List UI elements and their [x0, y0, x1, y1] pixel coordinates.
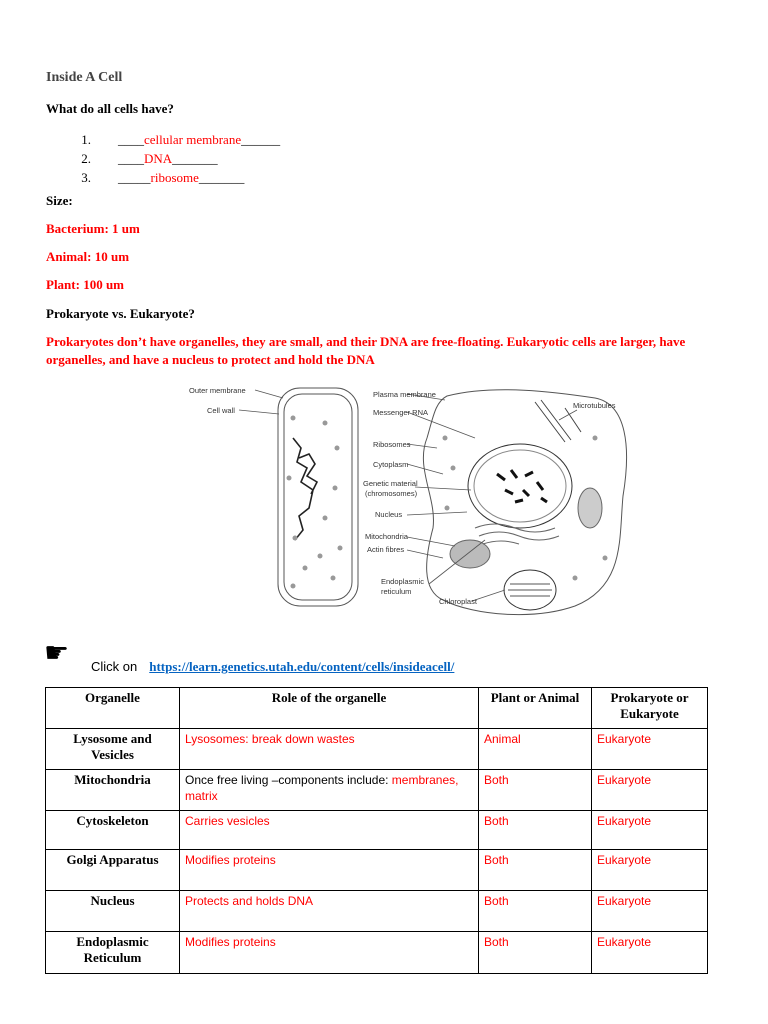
organelle-type: Eukaryote [592, 770, 708, 811]
answer-text: cellular membrane [144, 132, 242, 147]
answer-text: ribosome [150, 170, 199, 185]
organelle-plant-animal: Both [479, 891, 592, 932]
table-row [46, 770, 708, 811]
organelle-name: Cytoskeleton [46, 811, 180, 850]
size-heading: Size: [46, 193, 73, 208]
label-ribosomes: Ribosomes [373, 440, 411, 449]
list-item [46, 168, 280, 187]
list-number: 2. [81, 151, 91, 166]
label-messenger-rna: Messenger RNA [373, 408, 429, 417]
organelle-table [45, 687, 708, 974]
organelle-name: Golgi Apparatus [46, 850, 180, 891]
cell-components-list [46, 130, 280, 187]
organelle-name: Lysosome and Vesicles [46, 729, 180, 770]
blank-line: ____ [118, 132, 144, 147]
organelle-plant-animal: Both [479, 770, 592, 811]
list-item [46, 130, 280, 149]
organelle-role: Once free living –components include: membranes, matrix [180, 770, 479, 811]
label-microtubules: Microtubules [573, 401, 616, 410]
answer-prokaryote-eukaryote: Prokaryotes don’t have organelles, they are small, and their DNA are free-floating. Eukaryotic cells are larger, have organelles, and have a nucleus to protect and hold the DNA [46, 334, 686, 367]
organelle-name: Nucleus [46, 891, 180, 932]
label-nucleus: Nucleus [375, 510, 403, 519]
question-prokaryote-eukaryote: Prokaryote vs. Eukaryote? [46, 306, 195, 321]
ribosomes [287, 416, 608, 589]
plant-cell-membrane [284, 394, 352, 600]
table-row [46, 729, 708, 770]
header-organelle: Organelle [46, 688, 180, 729]
organelle-plant-animal: Both [479, 850, 592, 891]
organelle-name: Mitochondria [46, 770, 180, 811]
organelle-plant-animal: Animal [479, 729, 592, 770]
organelle-role: Lysosomes: break down wastes [180, 729, 479, 770]
size-animal: Animal: 10 um [46, 249, 130, 264]
table-row [46, 811, 708, 850]
blank-line: _______ [172, 151, 218, 166]
nucleus [468, 444, 572, 528]
label-chromosomes: (chromosomes) [365, 489, 418, 498]
organelle-plant-animal: Both [479, 932, 592, 974]
answer-text: DNA [144, 151, 173, 166]
label-mitochondria: Mitochondria [365, 532, 408, 541]
plant-cell-wall [278, 388, 358, 606]
organelle-type: Eukaryote [592, 891, 708, 932]
organelle-type: Eukaryote [592, 932, 708, 974]
document-title: Inside A Cell [46, 70, 123, 85]
organelle-type: Eukaryote [592, 850, 708, 891]
endoplasmic-reticulum [475, 524, 559, 544]
label-genetic-material: Genetic material [363, 479, 418, 488]
label-cytoplasm: Cytoplasm [373, 460, 409, 469]
label-chloroplast: Chloroplast [439, 597, 477, 606]
blank-line: ____ [118, 151, 144, 166]
label-actin-fibres: Actin fibres [367, 545, 405, 554]
label-plasma-membrane: Plasma membrane [373, 390, 436, 399]
genetic-material [293, 438, 317, 540]
organelle-role: Modifies proteins [180, 932, 479, 974]
list-number: 1. [81, 132, 91, 147]
click-instruction [91, 659, 454, 675]
table-row [46, 891, 708, 932]
table-row [46, 932, 708, 974]
header-role: Role of the organelle [180, 688, 479, 729]
organelle-name: Endoplasmic Reticulum [46, 932, 180, 974]
table-header-row [46, 688, 708, 729]
organelle-role: Protects and holds DNA [180, 891, 479, 932]
blank-line: _______ [198, 170, 245, 185]
organelle-plant-animal: Both [479, 811, 592, 850]
label-outer-membrane: Outer membrane [189, 386, 246, 395]
blank-line: _____ [118, 170, 151, 185]
cell-diagram [175, 378, 635, 623]
organelle-role: Carries vesicles [180, 811, 479, 850]
pointing-hand-icon: ☛ [44, 638, 70, 669]
table-row [46, 850, 708, 891]
list-item [46, 149, 280, 168]
organelle-type: Eukaryote [592, 811, 708, 850]
size-bacterium: Bacterium: 1 um [46, 221, 140, 236]
header-prokaryote-eukaryote: Prokaryote or Eukaryote [592, 688, 708, 729]
size-plant: Plant: 100 um [46, 277, 124, 292]
click-label: Click on [91, 659, 138, 674]
chromosomes [497, 470, 547, 502]
list-number: 3. [81, 170, 91, 185]
header-plant-animal: Plant or Animal [479, 688, 592, 729]
question-all-cells: What do all cells have? [46, 101, 174, 116]
label-er-line1: Endoplasmic [381, 577, 424, 586]
organelle-type: Eukaryote [592, 729, 708, 770]
blank-line: ______ [241, 132, 281, 147]
label-cell-wall: Cell wall [207, 406, 235, 415]
label-er-line2: reticulum [381, 587, 412, 596]
organelle-role: Modifies proteins [180, 850, 479, 891]
mitochondrion [578, 488, 602, 528]
inside-a-cell-link[interactable]: https://learn.genetics.utah.edu/content/cells/insideacell/ [149, 659, 455, 674]
